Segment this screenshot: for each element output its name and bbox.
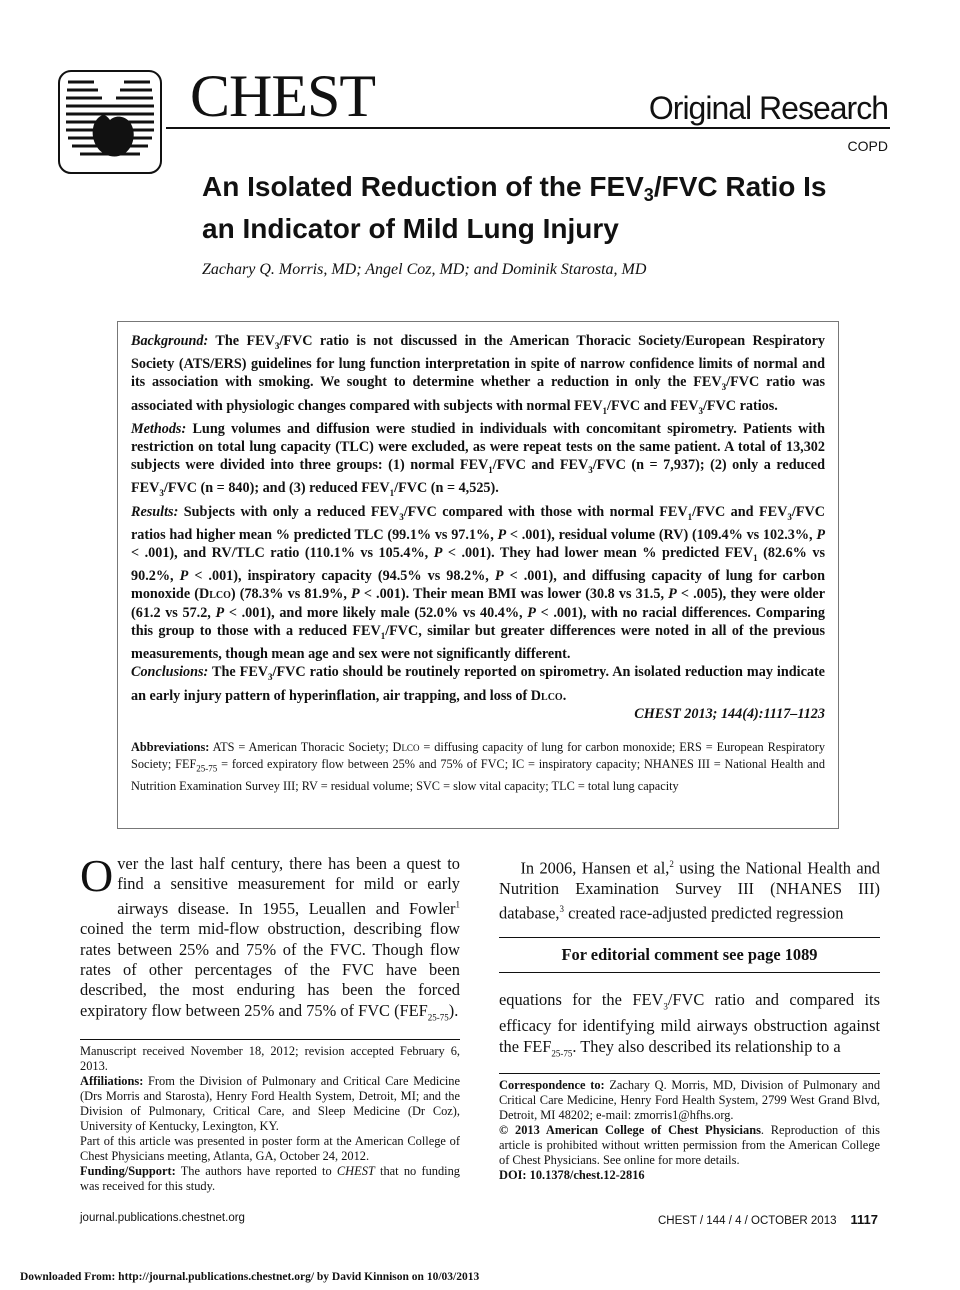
hansen-paragraph: In 2006, Hansen et al,$^2$ using the National Health and Nutrition Examination Survey III (NHANES III) database,$^3$ created race-adjusted predicted regression bbox=[499, 858, 880, 923]
author-list: Zachary Q. Morris, MD; Angel Coz, MD; and Dominik Starosta, MD bbox=[202, 261, 647, 278]
hansen-paragraph-continued: equations for the $FEV_3$/FVC ratio and compared its efficacy for identifying mild airways obstruction against the $FEF_{25-75}$. They also described its relationship to a bbox=[499, 989, 880, 1058]
background-text: The $FEV_3$/FVC ratio is not discussed in the American Thoracic Society/European Respiratory Society (ATS/ERS) guidelines for lung function interpretation in spite of narrow confidence limits of normal and its association with smoking. We sought to determine whether a reduction in only the $FEV_3$/FVC ratio was associated with physiologic changes compared with subjects with normal $FEV_1$/FVC and $FEV_3$/FVC ratios. bbox=[131, 333, 825, 416]
body-column-right bbox=[499, 854, 880, 1183]
funding-note: Funding/Support: The authors have reported to CHEST that no funding was received for this study. bbox=[80, 1164, 460, 1194]
page-number: 1117 bbox=[850, 1212, 878, 1227]
copyright-note: © 2013 American College of Chest Physicians. Reproduction of this article is prohibited without written permission from the American College of Chest Physicians. See online for more details. bbox=[499, 1123, 880, 1168]
lungs-heart-logo-icon bbox=[58, 70, 162, 174]
doi-note: DOI: 10.1378/chest.12-2816 bbox=[499, 1168, 645, 1183]
subsection-label: COPD bbox=[847, 138, 888, 154]
results-text: Subjects with only a reduced $FEV_3$/FVC compared with those with normal $FEV_1$/FVC and $FEV_3$/FVC ratios had higher mean % predicted TLC (99.1% vs 97.1%, P < .001), residual volume (RV) (109.4% vs 102.3%, P < .001), and RV/TLC ratio (110.1% vs 105.4%, P < .001). They had lower mean % predicted $FEV_1$ (82.6% vs 90.2%, P < .001), inspiratory capacity (94.5% vs 98.2%, P < .001), and diffusing capacity of lung for carbon monoxide (Dlco) (78.3% vs 81.9%, P < .001). Their mean BMI was lower (30.8 vs 31.5, P < .005), they were older (61.2 vs 57.2, P < .001), and more likely male (52.0% vs 40.4%, P < .001), with no racial differences. Comparing this group to those with a reduced $FEV_1$/FVC, similar but greater differences were noted in all of the previous measurements, though mean age and sex were not significantly different. bbox=[131, 503, 826, 663]
footnote-rule bbox=[80, 1039, 460, 1040]
footer-website: journal.publications.chestnet.org bbox=[80, 1212, 245, 1224]
manuscript-note: Manuscript received November 18, 2012; revision accepted February 6, 2013. bbox=[80, 1044, 460, 1074]
affiliations-note: Affiliations: From the Division of Pulmonary and Critical Care Medicine (Drs Morris and Starosta), Henry Ford Health System, Detroit, MI; and the Division of Pulmonary, Critical Care, and Sleep Medicine (Dr Coz), University of Kentucky, Lexington, KY. bbox=[80, 1074, 460, 1134]
citation: CHEST 2013; 144(4):1117–1123 bbox=[634, 705, 825, 722]
correspondence-note: Correspondence to: Zachary Q. Morris, MD, Division of Pulmonary and Critical Care Medicine, Henry Ford Health System, 2799 West Grand Blvd, Detroit, MI 48202; e-mail: zmorris1@hfhs.org. bbox=[499, 1078, 881, 1123]
abstract-box bbox=[117, 321, 839, 829]
background-heading: Background: bbox=[131, 333, 209, 349]
download-notice: Downloaded From: http://journal.publications.chestnet.org/ by David Kinnison on 10/03/2013 bbox=[20, 1271, 480, 1283]
footnote-rule-right bbox=[499, 1073, 880, 1074]
drop-cap: O bbox=[80, 850, 114, 901]
article-title: An Isolated Reduction of the $FEV_3$/FVC Ratio Is an Indicator of Mild Lung Injury bbox=[202, 171, 827, 244]
footer-issue: CHEST / 144 / 4 / OCTOBER 2013 1117 bbox=[657, 1212, 878, 1227]
conclusions-heading: Conclusions: bbox=[131, 664, 209, 681]
editorial-comment-box: For editorial comment see page 1089 bbox=[499, 937, 880, 973]
journal-name: CHEST bbox=[190, 63, 376, 129]
results-heading: Results: bbox=[131, 503, 179, 520]
conclusions-text: The $FEV_3$/FVC ratio should be routinely reported on spirometry. An isolated reduction may indicate an early injury pattern of hyperinflation, air trapping, and loss of Dlco. bbox=[131, 664, 825, 704]
section-label: Original Research bbox=[648, 90, 888, 126]
presented-note: Part of this article was presented in poster form at the American College of Chest Physicians meeting, Atlanta, GA, October 24, 2012. bbox=[80, 1134, 460, 1164]
intro-paragraph: Over the last half century, there has been a quest to find a sensitive measurement for mild or early airways disease. In 1955, Leuallen and Fowler$^1$ coined the term mid-flow obstruction, describing flow rates between 25% and 75% of the FVC. Though flow rates of other percentages of the FVC have been described, the most enduring has been the forced expiratory flow between 25% and 75% of FVC $(FEF_{25-75})$. bbox=[80, 850, 460, 1022]
body-column-left bbox=[80, 850, 460, 1194]
abbreviations: Abbreviations: ATS = American Thoracic Society; Dlco = diffusing capacity of lung for carbon monoxide; ERS = European Respiratory Society; $FEF_{25-75}$ = forced expiratory flow between 25% and 75% of FVC; IC = inspiratory capacity; NHANES III = National Health and Nutrition Examination Survey III; RV = residual volume; SVC = slow vital capacity; TLC = total lung capacity bbox=[131, 740, 825, 794]
abstract-text bbox=[131, 332, 825, 705]
methods-text: Lung volumes and diffusion were studied in individuals with concomitant spirometry. Patients with restriction on total lung capacity (TLC) were excluded, as were repeat tests on the same patient. A total of 13,302 subjects were divided into three groups: (1) normal $FEV_1$/FVC and $FEV_3$/FVC (n = 7,937); (2) only a reduced $FEV_3$/FVC (n = 840); and (3) reduced $FEV_1$/FVC (n = 4,525). bbox=[131, 420, 825, 499]
methods-heading: Methods: bbox=[131, 420, 187, 437]
